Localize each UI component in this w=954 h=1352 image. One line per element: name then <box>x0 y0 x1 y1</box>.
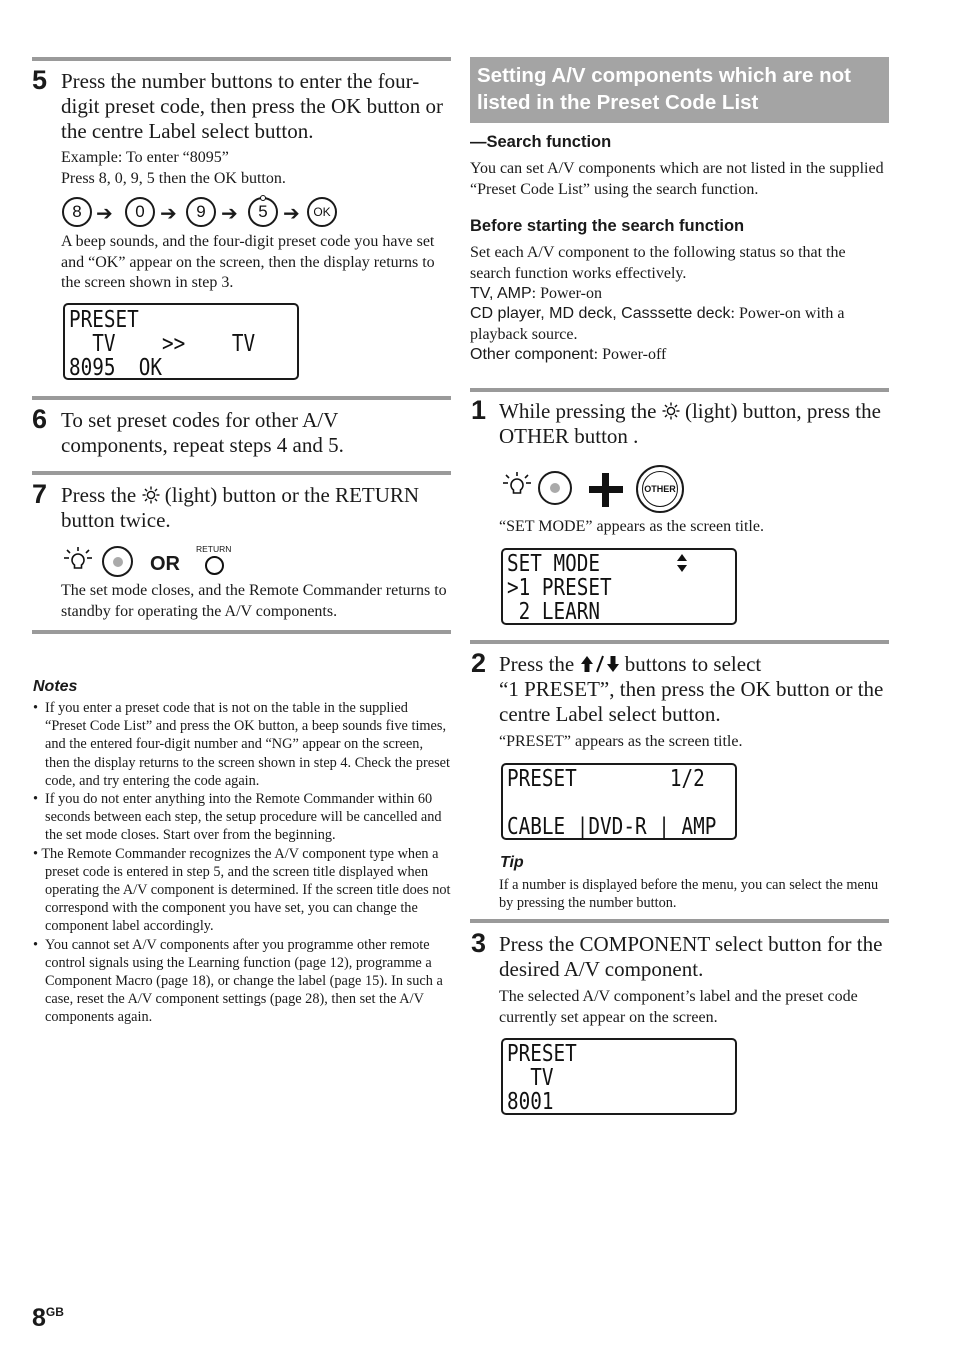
step-number: 5 <box>32 65 48 95</box>
plus-icon <box>602 473 609 507</box>
notes-title: Notes <box>33 678 78 695</box>
light-icon <box>62 546 94 574</box>
notes-list <box>33 699 451 1027</box>
other-label: OTHER <box>642 471 678 507</box>
tactile-dot-icon <box>260 195 266 201</box>
lcd-line: 8001 <box>507 1089 554 1115</box>
status-row <box>470 284 889 305</box>
step-number: 3 <box>471 928 487 958</box>
section-rule <box>32 630 451 634</box>
lcd-line: TV >> TV <box>69 331 256 357</box>
light-icon <box>142 486 160 504</box>
tip-title: Tip <box>500 854 524 871</box>
arrow-right-icon: ➔ <box>221 201 238 225</box>
step-number: 1 <box>471 395 487 425</box>
step-instruction: Press the number buttons to enter the four-digit preset code, then press the OK button or the centre Label select button. <box>61 69 443 143</box>
search-heading: —Search function <box>470 133 612 151</box>
number-button-0: 0 <box>125 197 155 227</box>
number-button-5: 5 <box>248 197 278 227</box>
screen-caption: “PRESET” appears as the screen title. <box>499 733 743 750</box>
lcd-line: 8095 OK <box>69 355 163 381</box>
lead-text: buttons to select <box>624 652 762 676</box>
lcd-line: PRESET <box>507 1041 577 1067</box>
lcd-line: TV <box>507 1065 554 1091</box>
status-value: : Power-on <box>531 285 602 302</box>
number-button-9: 9 <box>186 197 216 227</box>
arrow-right-icon: ➔ <box>160 201 177 225</box>
scroll-updown-icon <box>676 554 688 572</box>
light-icon <box>662 402 680 420</box>
ok-button: OK <box>307 197 337 227</box>
section-rule <box>470 919 889 923</box>
before-description: Set each A/V component to the following status so that the search function works effectively. <box>470 244 846 282</box>
lcd-screen <box>501 1038 737 1115</box>
section-rule <box>32 396 451 400</box>
lead-text: (light) button, press the OTHER button . <box>499 399 881 448</box>
status-label: Other component <box>470 346 594 363</box>
step-number: 6 <box>32 404 48 434</box>
step-description: A beep sounds, and the four-digit preset code you have set and “OK” appear on the screen, then the display returns to the screen shown in step 3. <box>61 233 435 291</box>
step-number: 7 <box>32 479 48 509</box>
section-rule <box>470 640 889 644</box>
lead-text: Press the <box>499 652 575 676</box>
light-button <box>102 546 133 577</box>
up-down-arrows-icon <box>580 655 620 673</box>
status-value: : Power-off <box>593 346 667 363</box>
or-label: OR <box>150 553 180 575</box>
example-line: Press 8, 0, 9, 5 then the OK button. <box>61 170 286 187</box>
step-instruction: Press the COMPONENT select button for the desired A/V component. <box>499 932 883 981</box>
step-description: The selected A/V component’s label and the preset code currently set appear on the screen. <box>499 988 858 1026</box>
step-instruction: To set preset codes for other A/V components, repeat steps 4 and 5. <box>61 408 344 457</box>
lcd-screen <box>63 303 299 380</box>
lcd-line: CABLE |DVD-R | AMP <box>507 814 717 840</box>
arrow-right-icon: ➔ <box>283 201 300 225</box>
note-item: • You cannot set A/V components after you programme other remote control signals using the Learning function (page 12), programme a Component Macro (page 18), or change the label (page 15). In such a case, reset the A/V component settings (page 28), then set the A/V components again. <box>33 936 451 1027</box>
note-item: • The Remote Commander recognizes the A/V component type when a preset code is entered in step 5, and the screen title displayed when operating the A/V component is determined. If the screen title does not correspond with the component you have set, you can change the component label accordingly. <box>33 845 451 935</box>
step-instruction <box>61 483 446 533</box>
arrow-right-icon: ➔ <box>96 201 113 225</box>
lead-text: “1 PRESET”, then press the OK button or the centre Label select button. <box>499 677 884 726</box>
page-number <box>32 1298 64 1332</box>
step-instruction <box>499 399 889 449</box>
other-button <box>636 465 684 513</box>
number-button-8: 8 <box>62 197 92 227</box>
lcd-line: PRESET <box>69 307 139 333</box>
search-description: You can set A/V components which are not listed in the supplied “Preset Code List” using the search function. <box>470 160 884 198</box>
section-rule <box>470 388 889 392</box>
tip-body: If a number is displayed before the menu, you can select the menu by pressing the number button. <box>499 877 879 912</box>
section-banner: Setting A/V components which are not listed in the Preset Code List <box>470 57 889 123</box>
return-button <box>205 556 224 575</box>
section-rule <box>32 471 451 475</box>
status-row <box>470 345 889 366</box>
step-description: The set mode closes, and the Remote Commander returns to standby for operating the A/V components. <box>61 582 447 620</box>
lcd-line: >1 PRESET <box>507 575 612 601</box>
screen-caption: “SET MODE” appears as the screen title. <box>499 518 764 535</box>
status-label: TV, AMP <box>470 285 532 302</box>
note-item: • If you enter a preset code that is not on the table in the supplied “Preset Code List” and press the OK button, a beep sounds five times, and the entered four-digit number and “NG” appear on the screen, then the display returns to the screen shown in step 4. Check the preset code, and try entering the code again. <box>33 699 451 790</box>
status-label: CD player, MD deck, Casssette deck <box>470 305 731 322</box>
lcd-screen <box>501 763 737 840</box>
lcd-line: PRESET 1/2 <box>507 766 705 792</box>
light-icon <box>501 471 533 499</box>
section-rule <box>32 57 451 61</box>
lcd-line: SET MODE <box>507 551 601 577</box>
status-row <box>470 304 889 345</box>
step-number: 2 <box>471 648 487 678</box>
note-item: • If you do not enter anything into the Remote Commander within 60 seconds between each step, the setup procedure will be cancelled and the set mode closes. Start over from the beginning. <box>33 790 451 845</box>
before-heading: Before starting the search function <box>470 217 745 235</box>
lead-text: (light) button or the RETURN button twice. <box>61 483 420 532</box>
page-number-value: 8 <box>32 1304 46 1332</box>
lcd-line: 2 LEARN <box>507 599 601 625</box>
example-line: Example: To enter “8095” <box>61 149 229 166</box>
step-instruction <box>499 652 891 727</box>
light-button <box>538 471 572 505</box>
lead-text: While pressing the <box>499 399 657 423</box>
lcd-screen <box>501 548 737 625</box>
page-number-suffix: GB <box>45 1305 64 1319</box>
status-value: : Power-on with a playback source. <box>470 305 845 343</box>
lead-text: Press the <box>61 483 137 507</box>
return-label: RETURN <box>196 544 232 554</box>
